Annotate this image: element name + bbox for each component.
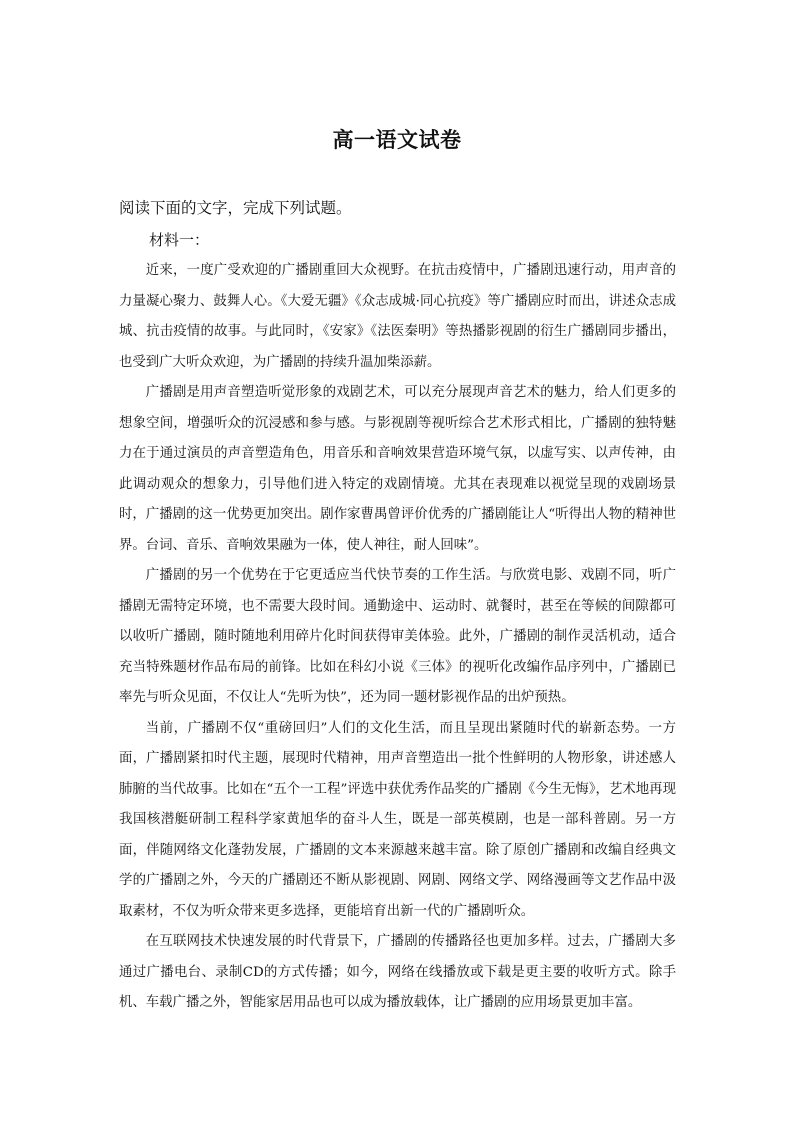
paragraph-2: 广播剧是用声音塑造听觉形象的戏剧艺术，可以充分展现声音艺术的魅力，给人们更多的想象空间，增强听众的沉浸感和参与感。与影视剧等视听综合艺术形式相比，广播剧的独特魅力在于通过演员的声音塑造角色，用音乐和音响效果营造环境气氛，以虚写实、以声传神，由此调动观众的想象力，引导他们进入特定的戏剧情境。尤其在表现难以视觉呈现的戏剧场景时，广播剧的这一优势更加突出。剧作家曹禺曾评价优秀的广播剧能让人“听得出人物的精神世界。台词、音乐、音响效果融为一体，使人神往，耐人回味”。 <box>119 385 676 553</box>
reading-instruction: 阅读下面的文字，完成下列试题。 <box>119 199 352 217</box>
paragraph-3: 广播剧的另一个优势在于它更适应当代快节奏的工作生活。与欣赏电影、戏剧不同，听广播剧无需特定环境，也不需要大段时间。通勤途中、运动时、就餐时，甚至在等候的间隙都可以收听广播剧，随时随地利用碎片化时间获得审美体验。此外，广播剧的制作灵活机动，适合充当特殊题材作品布局的前锋。比如在科幻小说《三体》的视听化改编作品序列中，广播剧已率先与听众见面，不仅让人“先听为快”，还为同一题材影视作品的出炉预热。 <box>119 568 676 705</box>
page-title: 高一语文试卷 <box>332 128 462 152</box>
paragraph-4: 当前，广播剧不仅“重磅回归”人们的文化生活，而且呈现出紧随时代的崭新态势。一方面，广播剧紧扣时代主题，展现时代精神，用声音塑造出一批个性鲜明的人物形象，讲述感人肺腑的当代故事。比如在“五个一工程”评选中获优秀作品奖的广播剧《今生无悔》，艺术地再现我国核潜艇研制工程科学家黄旭华的奋斗人生，既是一部英模剧，也是一部科普剧。另一方面，伴随网络文化蓬勃发展，广播剧的文本来源越来越丰富。除了原创广播剧和改编自经典文学的广播剧之外，今天的广播剧还不断从影视剧、网剧、网络文学、网络漫画等文艺作品中汲取素材，不仅为听众带来更多选择，更能培育出新一代的广播剧听众。 <box>119 720 676 919</box>
paragraph-5: 在互联网技术快速发展的时代背景下，广播剧的传播路径也更加多样。过去，广播剧大多通过广播电台、录制CD的方式传播；如今，网络在线播放或下载是更主要的收听方式。除手机、车载广播之外，智能家居用品也可以成为播放载体，让广播剧的应用场景更加丰富。 <box>119 934 676 1010</box>
article-body <box>119 256 676 1019</box>
material-label: 材料一： <box>149 231 210 249</box>
paragraph-1: 近来，一度广受欢迎的广播剧重回大众视野。在抗击疫情中，广播剧迅速行动，用声音的力量凝心聚力、鼓舞人心。《大爱无疆》《众志成城·同心抗疫》等广播剧应时而出，讲述众志成城、抗击疫情的故事。与此同时，《安家》《法医秦明》等热播影视剧的衍生广播剧同步播出，也受到广大听众欢迎，为广播剧的持续升温加柴添薪。 <box>119 263 676 370</box>
